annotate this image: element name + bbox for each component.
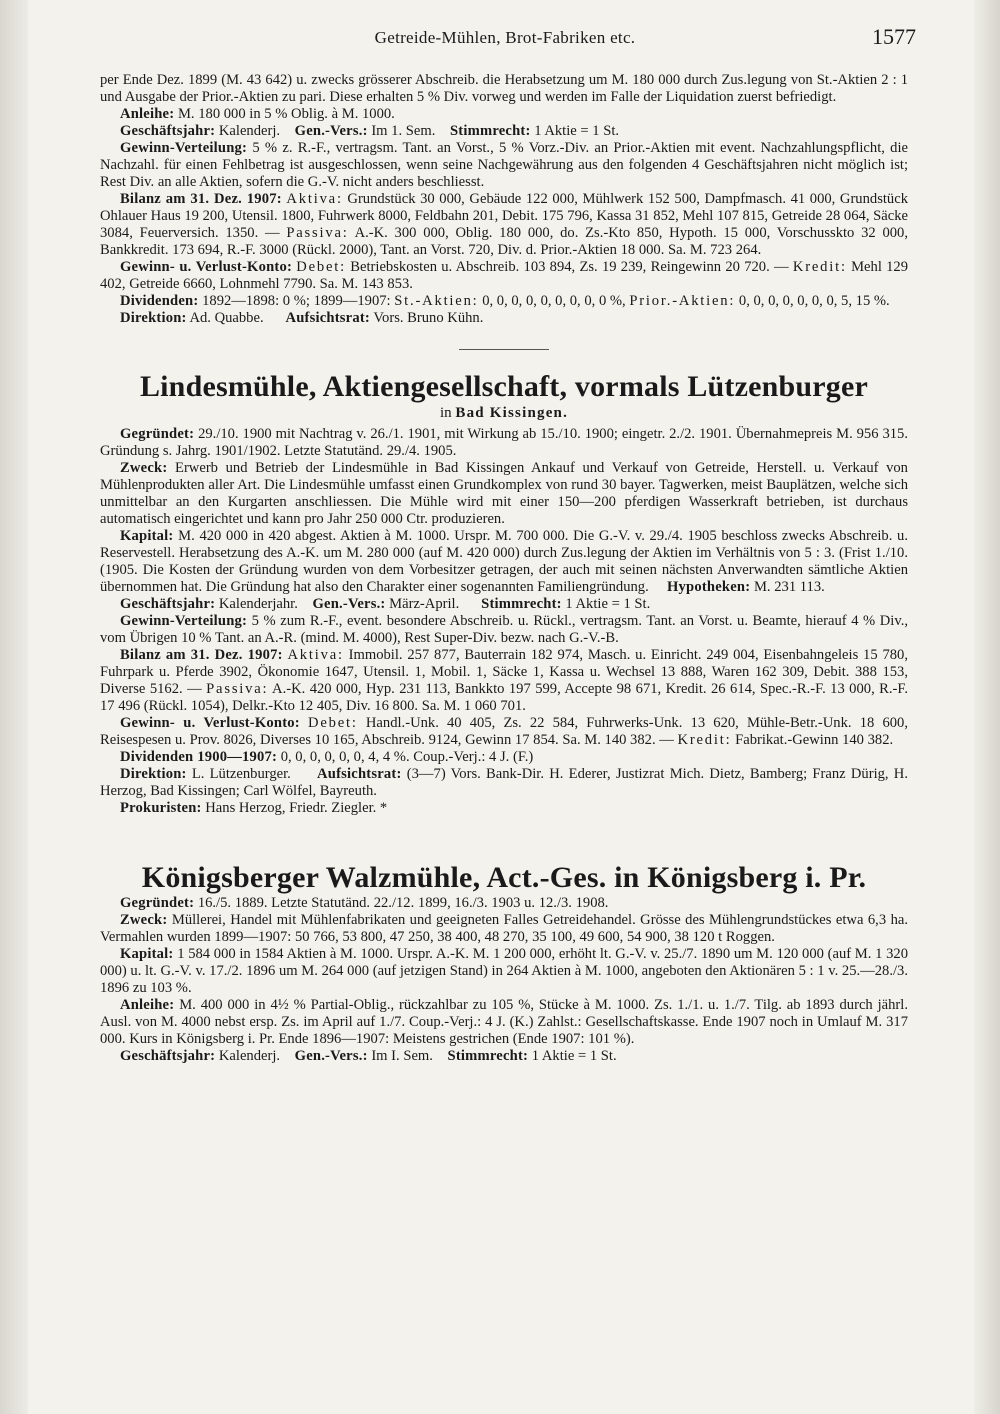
kap-text: M. 420 000 in 420 abgest. Aktien à M. 1000. Urspr. M. 700 000. Die G.-V. v. 29./4. 1905 beschloss zwecks Abschreib. u. Reservestell. Herabsetzung des A.-K. um M. 280 000 (auf M. 420 000) durch Zus.legung der Aktien im Verhältnis von 5 : 3. (Frist 1./10. (1905. Die Kosten der Gründung wurden von dem Vorbesitzer getragen, der auch mit seinen nächsten Anverwandten sämtliche Aktien übernommen hat. Die Gründung hat also den Charakter einer sogenannten Familiengründung. xyxy=(100,528,908,595)
passiva-text: A.-K. 420 000, Hyp. 231 113, Bankkto 197 599, Accepte 98 671, Kredit. 26 614, Spec.-R.-F. 13 000, R.-F. 17 496 (Rückl. 1054), Delkr.-Kto 12 405, Div. 16 800. Sa. M. 1 060 701. xyxy=(100,681,908,714)
dir-text: Ad. Quabbe. xyxy=(189,310,264,326)
ar-text: Vors. Bruno Kühn. xyxy=(373,310,484,326)
section-gap xyxy=(100,817,908,851)
prok-text: Hans Herzog, Friedr. Ziegler. * xyxy=(205,800,388,816)
direktion-paragraph xyxy=(100,310,908,327)
hyp-text: M. 231 113. xyxy=(753,579,825,595)
st-label: Stimmrecht: xyxy=(447,1048,529,1064)
geschaeftsjahr-paragraph xyxy=(100,123,908,140)
page-content xyxy=(100,72,908,1065)
div-text: 0, 0, 0, 0, 0, 0, 4, 4 %. Coup.-Verj.: 4 J. (F.) xyxy=(280,749,534,765)
gew-label: Gewinn-Verteilung: xyxy=(120,613,248,629)
gj-label: Geschäftsjahr: xyxy=(120,123,216,139)
anl-label: Anleihe: xyxy=(120,997,175,1013)
anleihe-paragraph xyxy=(100,106,908,123)
gv-label: Gen.-Vers.: xyxy=(312,596,386,612)
gegruendet-paragraph xyxy=(100,426,908,460)
div-label: Dividenden 1900—1907: xyxy=(120,749,278,765)
geschaeftsjahr-paragraph xyxy=(100,1048,908,1065)
kapital-paragraph xyxy=(100,946,908,997)
zweck-label: Zweck: xyxy=(120,912,168,928)
passiva-label: Passiva: xyxy=(206,681,269,697)
gj-text: Kalenderjahr. xyxy=(218,596,298,612)
kredit-text: Mehl 129 402, Getreide 6660, Lohnmehl 7790. Sa. M. 143 853. xyxy=(100,259,909,292)
st-text: 1 Aktie = 1 St. xyxy=(565,596,651,612)
passiva-text: A.-K. 300 000, Oblig. 180 000, do. Zs.-Kto 850, Hypoth. 15 000, Vorschusskto 32 000, Bankkredit. 173 694, R.-F. 3000 (Rückl. 2000), Tant. an Vorst. 720, Div. d. Prior.-Aktien 18 000. Sa. M. 723 264. xyxy=(100,225,909,258)
div-st-label: St.-Aktien: xyxy=(394,293,479,309)
debet-text: Betriebskosten u. Abschreib. 103 894, Zs. 19 239, Reingewinn 20 720. — xyxy=(350,259,789,275)
st-label: Stimmrecht: xyxy=(449,123,531,139)
ar-label: Aufsichtsrat: xyxy=(317,766,402,782)
guv-label: Gewinn- u. Verlust-Konto: xyxy=(120,715,300,731)
gj-text: Kalenderj. xyxy=(218,123,281,139)
gegruendet-paragraph xyxy=(100,895,908,912)
gv-text: Im 1. Sem. xyxy=(371,123,436,139)
st-text: 1 Aktie = 1 St. xyxy=(534,123,620,139)
dividenden-paragraph xyxy=(100,749,908,766)
kredit-label: Kredit: xyxy=(792,259,847,275)
section-divider xyxy=(459,349,549,350)
left-margin-edge xyxy=(0,0,28,1414)
gv-text: März-April. xyxy=(389,596,460,612)
dir-label: Direktion: xyxy=(120,310,187,326)
geschaeftsjahr-paragraph xyxy=(100,596,908,613)
direktion-paragraph xyxy=(100,766,908,800)
gj-label: Geschäftsjahr: xyxy=(120,596,216,612)
gv-label: Gen.-Vers.: xyxy=(294,123,368,139)
zweck-paragraph xyxy=(100,912,908,946)
bilanz-label: Bilanz am 31. Dez. 1907: xyxy=(120,647,283,663)
kredit-label: Kredit: xyxy=(677,732,732,748)
st-text: 1 Aktie = 1 St. xyxy=(531,1048,617,1064)
aktiva-text: Immobil. 257 877, Bauterrain 182 974, Masch. u. Einricht. 249 004, Eisenbahngeleis 15 780, Fuhrpark u. Pferde 3902, Ökonomie 1647, Utensil. 1, Mobil. 1, Säcke 1, Kassa u. Wechsel 13 888, Waren 162 309, Debit. 388 153, Diverse 5162. — xyxy=(100,647,908,697)
gewinn-verteilung-paragraph xyxy=(100,140,908,191)
passiva-label: Passiva: xyxy=(286,225,349,241)
guv-label: Gewinn- u. Verlust-Konto: xyxy=(120,259,293,275)
kapital-paragraph xyxy=(100,528,908,596)
header-title: Getreide-Mühlen, Brot-Fabriken etc. xyxy=(374,28,636,47)
running-header xyxy=(100,24,916,54)
capital-note-text: per Ende Dez. 1899 (M. 43 642) u. zwecks grösserer Abschreib. die Herabsetzung um M. 180 000 durch Zus.legung von St.-Aktien 2 : 1 und Ausgabe der Prior.-Aktien zu pari. Diese erhalten 5 % Div. vorweg und werden im Falle der Liquidation zuerst befriedigt. xyxy=(100,72,908,105)
aktiva-label: Aktiva: xyxy=(286,191,343,207)
anleihe-label: Anleihe: xyxy=(120,106,175,122)
kap-label: Kapital: xyxy=(120,528,174,544)
gegr-text: 16./5. 1889. Letzte Statutänd. 22./12. 1899, 16./3. 1903 u. 12./3. 1908. xyxy=(197,895,609,911)
dividenden-paragraph xyxy=(100,293,908,310)
entry-lindesmuehle xyxy=(100,370,908,817)
zweck-text: Erwerb und Betrieb der Lindesmühle in Bad Kissingen Ankauf und Verkauf von Getreide, Herstell. u. Verkauf von Mühlenprodukten aller Art. Die Lindesmühle umfasst einen Grundkomplex von rund 30 bayer. Tagwerken, meist Bauplätzen, welche sich unmittelbar an den Kurgarten anschliessen. Die Mühle wird mit einer 150—200 pferdigen Wasserkraft betrieben, ist durchaus automatisch eingerichtet und kann pro Jahr 250 000 Ctr. produzieren. xyxy=(100,460,908,527)
st-label: Stimmrecht: xyxy=(481,596,562,612)
debet-label: Debet: xyxy=(296,259,346,275)
ar-text: (3—7) Vors. Bank-Dir. H. Ederer, Justizrat Mich. Dietz, Bamberg; Franz Dürig, H. Herzog, Bad Kissingen; Carl Wölfel, Bayreuth. xyxy=(100,766,908,799)
debet-text: Handl.-Unk. 40 405, Zs. 22 584, Fuhrwerks-Unk. 13 620, Mühle-Betr.-Unk. 18 600, Reisespesen u. Prov. 8026, Diverses 10 165, Abschreib. 9124, Gewinn 17 854. Sa. M. 140 382. — xyxy=(100,715,909,748)
page-number: 1577 xyxy=(872,24,916,49)
zweck-paragraph xyxy=(100,460,908,528)
guv-paragraph xyxy=(100,715,908,749)
zweck-label: Zweck: xyxy=(120,460,168,476)
bilanz-paragraph xyxy=(100,647,908,715)
dir-text: L. Lützenburger. xyxy=(191,766,291,782)
guv-paragraph xyxy=(100,259,908,293)
gegr-label: Gegründet: xyxy=(120,895,195,911)
hyp-label: Hypotheken: xyxy=(667,579,751,595)
capital-note xyxy=(100,72,908,106)
gew-label: Gewinn-Verteilung: xyxy=(120,140,248,156)
gv-text: Im I. Sem. xyxy=(371,1048,433,1064)
anleihe-paragraph xyxy=(100,997,908,1048)
div-text-c: 0, 0, 0, 0, 0, 0, 0, 5, 15 %. xyxy=(738,293,890,309)
prok-label: Prokuristen: xyxy=(120,800,202,816)
prokuristen-paragraph xyxy=(100,800,908,817)
kap-label: Kapital: xyxy=(120,946,174,962)
company-location xyxy=(100,404,908,422)
gewinn-verteilung-paragraph xyxy=(100,613,908,647)
gegr-text: 29./10. 1900 mit Nachtrag v. 26./1. 1901, mit Wirkung ab 15./10. 1900; eingetr. 2./2. 1901. Übernahmepreis M. 956 315. Gründung s. Jahrg. 1901/1902. Letzte Statutänd. 29./4. 1905. xyxy=(100,426,908,459)
bilanz-label: Bilanz am 31. Dez. 1907: xyxy=(120,191,282,207)
gv-label: Gen.-Vers.: xyxy=(294,1048,368,1064)
company-name: Königsberger Walzmühle, Act.-Ges. in Königsberg i. Pr. xyxy=(141,861,867,894)
gj-label: Geschäftsjahr: xyxy=(120,1048,216,1064)
right-margin-edge xyxy=(974,0,1000,1414)
div-text-a: 1892—1898: 0 %; 1899—1907: xyxy=(202,293,391,309)
zweck-text: Müllerei, Handel mit Mühlenfabrikaten und geeigneten Falles Getreidehandel. Grösse des Mühlengrundstückes etwa 6,3 ha. Vermahlen wurden 1899—1907: 50 766, 53 800, 47 250, 38 400, 48 270, 35 100, 49 600, 54 900, 38 120 t Roggen. xyxy=(100,912,908,945)
dir-label: Direktion: xyxy=(120,766,187,782)
kap-text: 1 584 000 in 1584 Aktien à M. 1000. Urspr. A.-K. M. 1 200 000, erhöht lt. G.-V. v. 25./7. 1890 um M. 120 000 (auf M. 1 320 000) u. lt. G.-V. v. 17./2. 1896 um M. 264 000 (auf jetzigen Stand) in 264 Aktien à M. 1000, angeboten den Aktionären 5 : 1 v. 25.—28./3. 1896 zu 103 %. xyxy=(100,946,908,996)
gew-text: 5 % zum R.-F., event. besondere Abschreib. u. Rückl., vertragsm. Tant. an Vorst. u. Beamte, hierauf 4 % Div., vom Übrigen 10 % Tant. an A.-R. (mind. M. 4000), Rest Super-Div. bezw. nach G.-V.-B. xyxy=(100,613,908,646)
gj-text: Kalenderj. xyxy=(218,1048,281,1064)
entry-continuation xyxy=(100,72,908,327)
div-pr-label: Prior.-Aktien: xyxy=(629,293,736,309)
gew-text: 5 % z. R.-F., vertragsm. Tant. an Vorst., 5 % Vorz.-Div. an Prior.-Aktien mit event. Nachzahlungspflicht, die Nachzahl. für einen Fehlbetrag ist ausgeschlossen, wenn seine Nachgewährung aus den folgenden 4 Geschäftsjahren nicht möglich ist; Rest Div. an alle Aktien, sofern die G.-V. nicht anders beschliesst. xyxy=(100,140,908,190)
location-city: Bad Kissingen. xyxy=(455,405,569,421)
kredit-text: Fabrikat.-Gewinn 140 382. xyxy=(735,732,894,748)
aktiva-label: Aktiva: xyxy=(287,647,344,663)
anleihe-text: M. 180 000 in 5 % Oblig. à M. 1000. xyxy=(177,106,395,122)
location-prefix: in xyxy=(439,405,452,421)
aktiva-text: Grundstück 30 000, Gebäude 122 000, Mühlwerk 152 500, Dampfmasch. 41 000, Grundstück Ohlauer Haus 19 200, Utensil. 1800, Fuhrwerk 8000, Feldbahn 201, Debit. 175 796, Kassa 31 852, Mehl 107 815, Getreide 28 064, Säcke 3084, Feuerversich. 1350. — xyxy=(100,191,909,241)
debet-label: Debet: xyxy=(308,715,358,731)
bilanz-paragraph xyxy=(100,191,908,259)
entry-koenigsberger-walzmuehle xyxy=(100,861,908,1065)
div-text-b: 0, 0, 0, 0, 0, 0, 0, 0, 0 %, xyxy=(482,293,626,309)
div-label: Dividenden: xyxy=(120,293,199,309)
anl-text: M. 400 000 in 4½ % Partial-Oblig., rückzahlbar zu 105 %, Stücke à M. 1000. Zs. 1./1. u. 1./7. Tilg. ab 1893 durch jährl. Ausl. von M. 4000 nebst ersp. Zs. im April auf 1./7. Coup.-Verj.: 4 J. (K.) Zahlst.: Gesellschaftskasse. Ende 1907 noch in Umlauf M. 317 000. Kurs in Königsberg i. Pr. Ende 1896—1907: Meistens gestrichen (Ende 1907: 101 %). xyxy=(100,997,908,1047)
ar-label: Aufsichtsrat: xyxy=(285,310,370,326)
company-name: Lindesmühle, Aktiengesellschaft, vormals Lützenburger xyxy=(139,370,869,403)
gegr-label: Gegründet: xyxy=(120,426,195,442)
